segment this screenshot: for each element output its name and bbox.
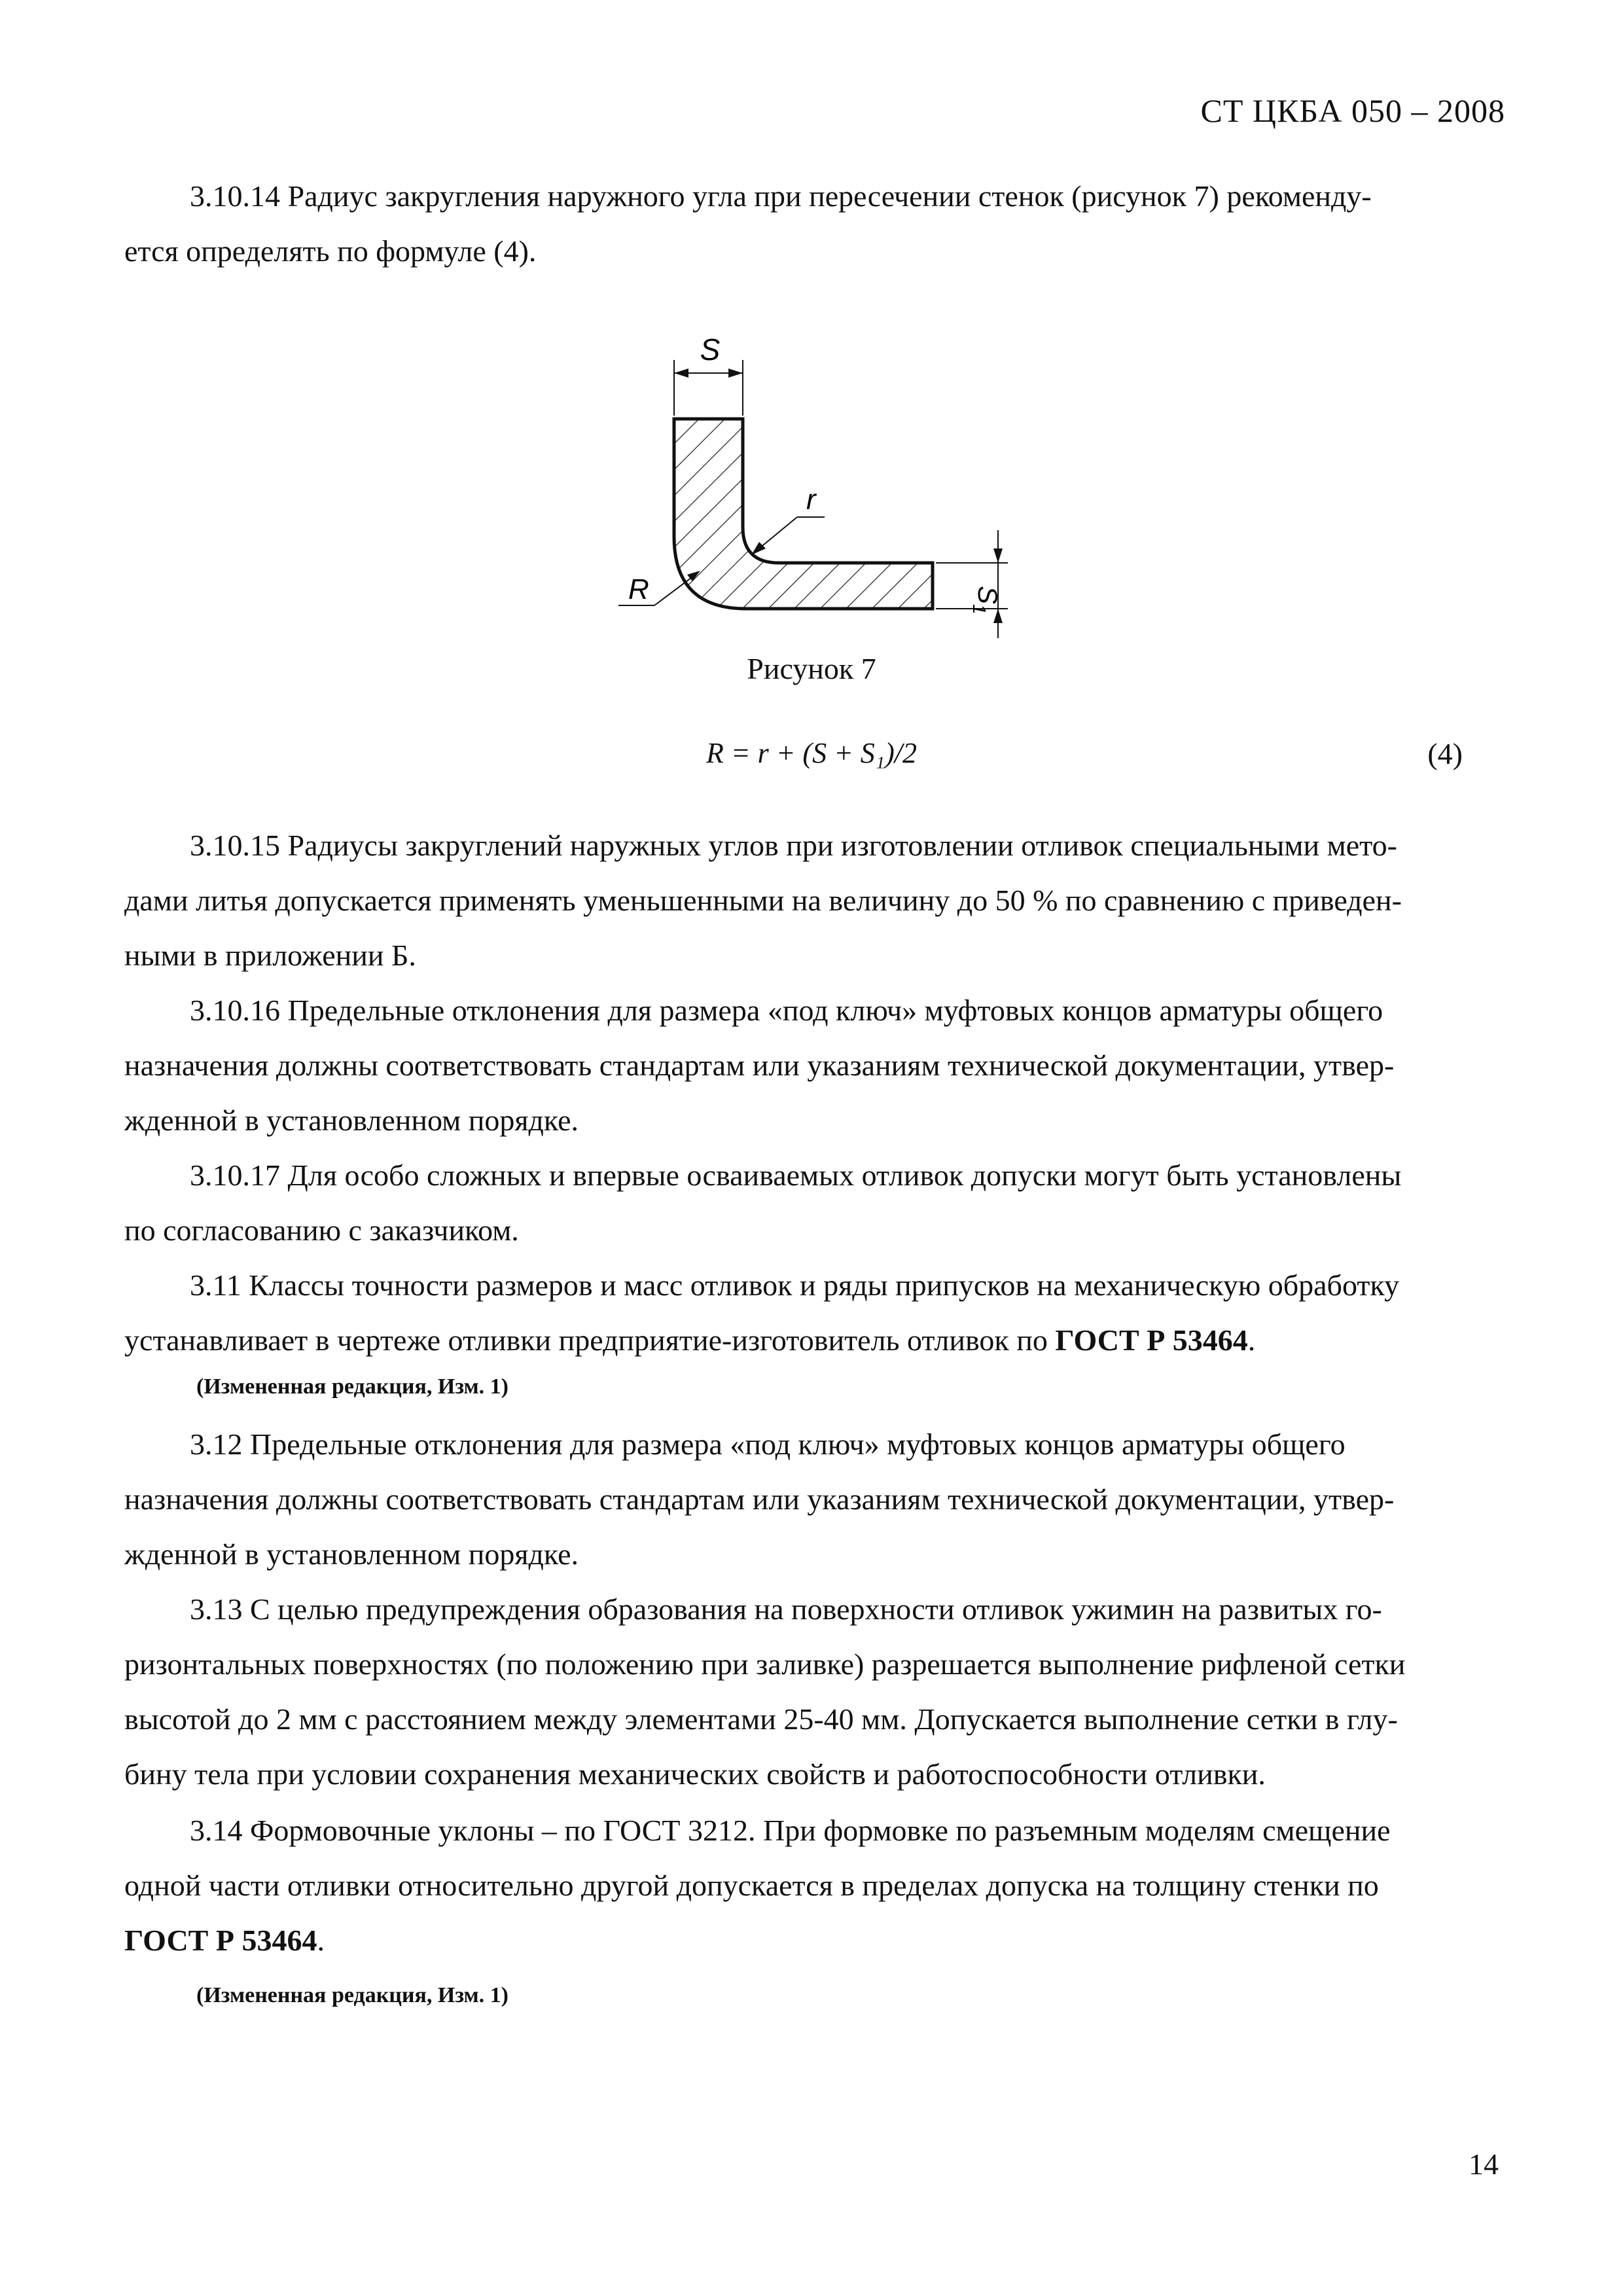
paragraph-line: ризонтальных поверхностях (по положению при заливке) разрешается выполнение рифленой сетки: [124, 1647, 1406, 1681]
document-code-header: СТ ЦКБА 050 – 2008: [1200, 92, 1505, 129]
paragraph-line: 3.10.14 Радиус закругления наружного угла при пересечении стенок (рисунок 7) рекоменду-: [190, 179, 1372, 213]
radius-label-inner-r: r: [806, 484, 816, 516]
paragraph-3-11: [124, 1258, 1499, 1368]
paragraph-line: ГОСТ Р 53464.: [124, 1924, 325, 1957]
paragraph-line: высотой до 2 мм с расстоянием между элементами 25-40 мм. Допускается выполнение сетки в глу-: [124, 1702, 1398, 1736]
radius-label-outer-r: R: [628, 573, 649, 605]
paragraph-line: ется определять по формуле (4).: [124, 234, 537, 268]
paragraph-3-12: [124, 1417, 1499, 1582]
paragraph-3-10-16: [124, 983, 1499, 1148]
formula-number: (4): [1427, 737, 1463, 770]
paragraph-line: 3.10.16 Предельные отклонения для размера «под ключ» муфтовых концов арматуры общего: [190, 994, 1383, 1027]
paragraph-line: 3.12 Предельные отклонения для размера «под ключ» муфтовых концов арматуры общего: [190, 1427, 1346, 1461]
dimension-label-s1: S1: [969, 586, 1003, 615]
paragraph-line: жденной в установленном порядке.: [124, 1103, 579, 1137]
figure-7-corner-drawing: [602, 334, 1047, 641]
paragraph-line: дами литья допускается применять уменьшенными на величину до 50 % по сравнению с приведен-: [124, 884, 1402, 917]
paragraph-line: одной части отливки относительно другой допускается в пределах допуска на толщину стенки по: [124, 1869, 1379, 1902]
paragraph-line: устанавливает в чертеже отливки предприятие-изготовитель отливок по ГОСТ Р 53464.: [124, 1323, 1256, 1357]
amendment-note: (Измененная редакция, Изм. 1): [196, 1374, 508, 1399]
section-shape: [674, 419, 933, 609]
formula-4: R = r + (S + S₁)/2: [706, 737, 917, 769]
paragraph-3-10-15: [124, 818, 1499, 983]
gost-reference: ГОСТ Р 53464: [1055, 1323, 1248, 1357]
paragraph-3-10-17: [124, 1148, 1499, 1258]
paragraph-line: назначения должны соответствовать стандартам или указаниям технической документации, утвер-: [124, 1049, 1395, 1082]
paragraph-line: ными в приложении Б.: [124, 939, 416, 972]
amendment-note: (Измененная редакция, Изм. 1): [196, 1983, 508, 2007]
paragraph-line: бину тела при условии сохранения механических свойств и работоспособности отливки.: [124, 1757, 1266, 1791]
paragraph-line: 3.13 С целью предупреждения образования на поверхности отливок ужимин на развитых го-: [190, 1592, 1382, 1626]
paragraph-line: 3.10.17 Для особо сложных и впервые осваиваемых отливок допуски могут быть установлены: [190, 1158, 1402, 1192]
dimension-label-s: S: [700, 334, 721, 367]
paragraph-3-10-14: [124, 169, 1499, 279]
paragraph-line: 3.14 Формовочные уклоны – по ГОСТ 3212. При формовке по разъемным моделям смещение: [190, 1814, 1391, 1847]
figure-caption: Рисунок 7: [747, 652, 876, 685]
paragraph-line: по согласованию с заказчиком.: [124, 1213, 519, 1247]
paragraph-line: жденной в установленном порядке.: [124, 1537, 579, 1571]
paragraph-line: 3.11 Классы точности размеров и масс отливок и ряды припусков на механическую обработку: [190, 1268, 1400, 1302]
gost-reference: ГОСТ Р 53464: [124, 1924, 317, 1957]
paragraph-3-13: [124, 1582, 1499, 1802]
paragraph-3-14: [124, 1803, 1499, 1968]
paragraph-line: 3.10.15 Радиусы закруглений наружных углов при изготовлении отливок специальными мето-: [190, 829, 1397, 862]
page-number: 14: [1469, 2147, 1499, 2181]
paragraph-line: назначения должны соответствовать стандартам или указаниям технической документации, утвер-: [124, 1482, 1395, 1516]
